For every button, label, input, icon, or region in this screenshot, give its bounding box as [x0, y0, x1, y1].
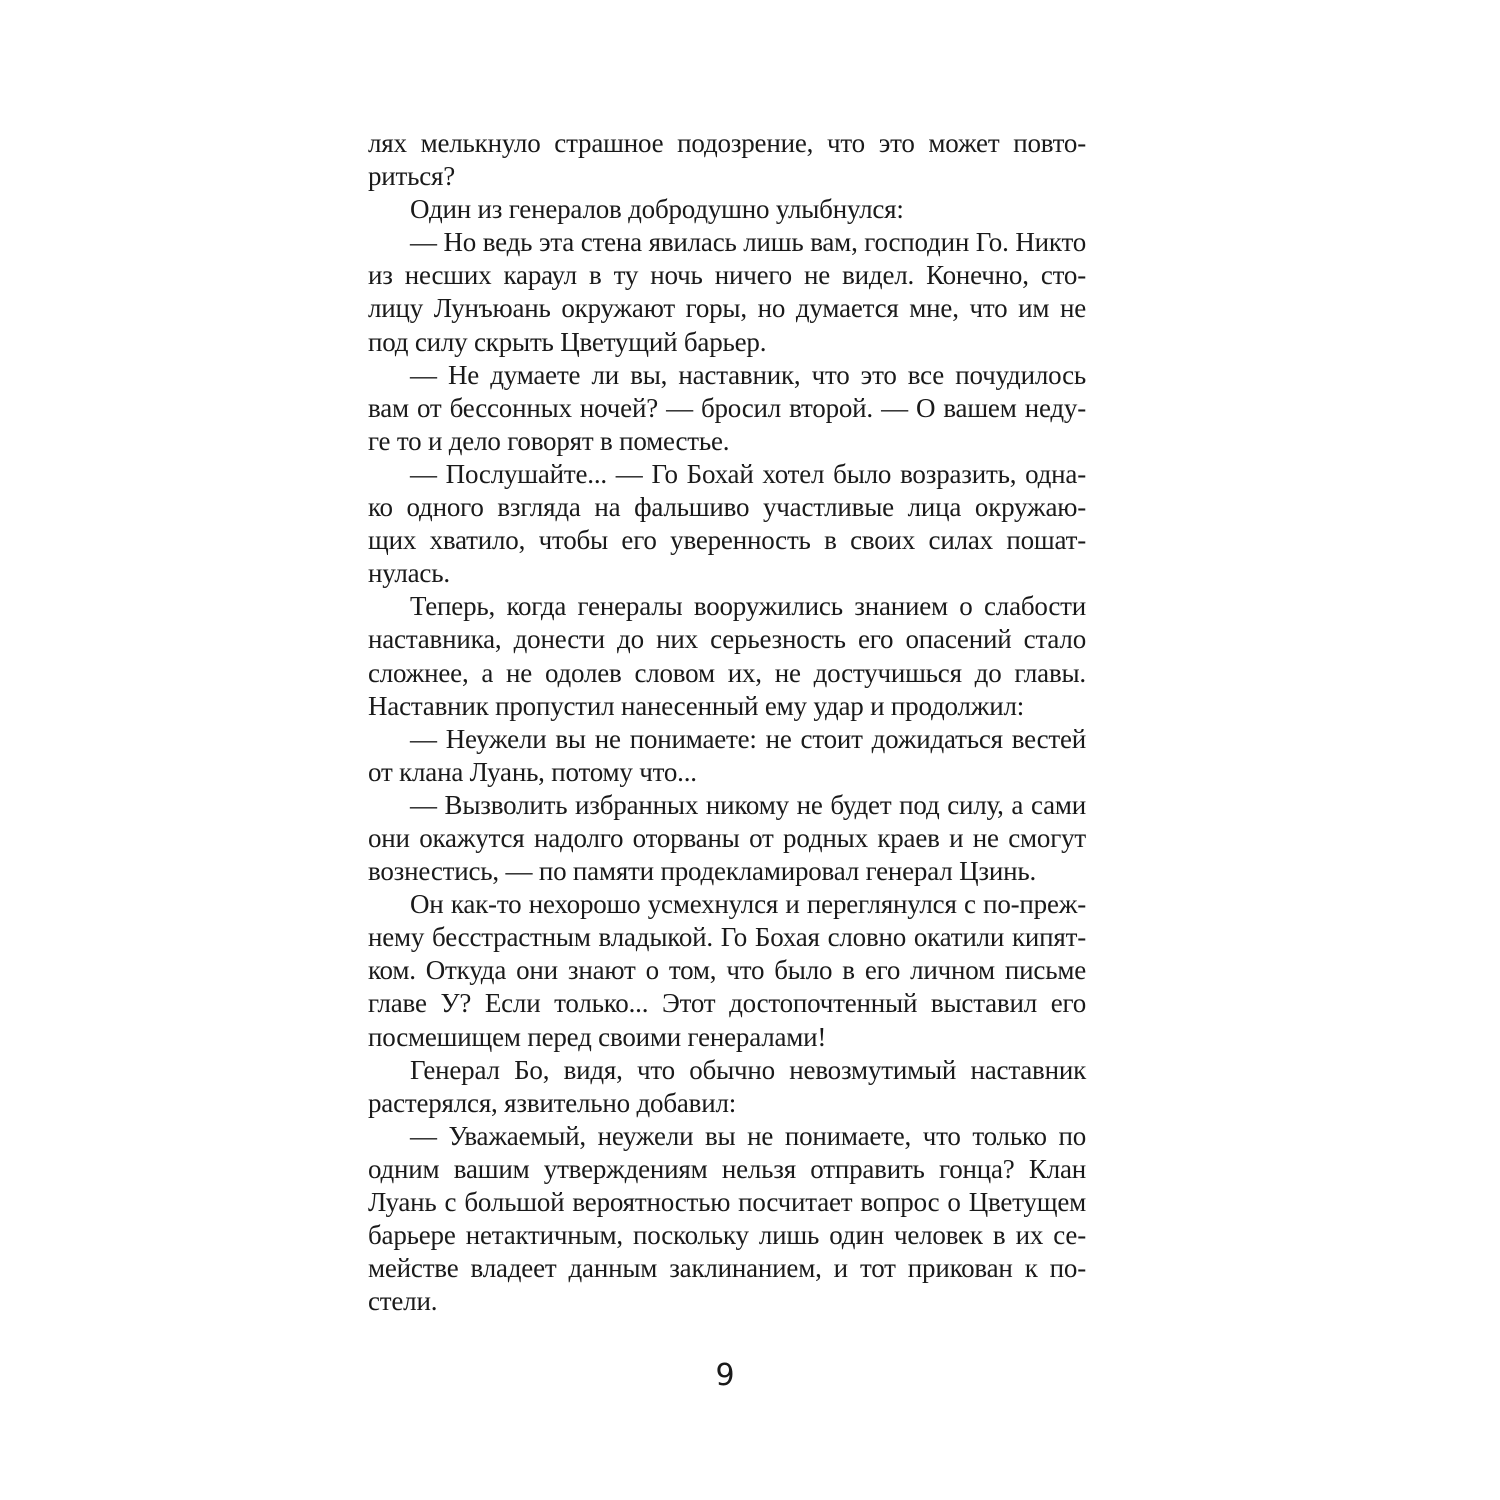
text-line: — Не думаете ли вы, наставник, что это все почудилось — [410, 359, 1086, 390]
text-line: одним вашим утверждениям нельзя отправить гонца? Клан — [368, 1153, 1086, 1184]
text-line: ком. Откуда они знают о том, что было в его личном письме — [368, 955, 1086, 986]
text-line: нему бесстрастным владыкой. Го Бохая словно окатили кипят- — [368, 922, 1086, 953]
text-line: мействе владеет данным заклинанием, и тот прикован к по- — [368, 1253, 1086, 1284]
text-line: под силу скрыть Цветущий барьер. — [368, 326, 767, 357]
page-number: 9 — [715, 1358, 735, 1393]
text-line: наставника, донести до них серьезность его опасений стало — [368, 624, 1086, 655]
text-line: Он как-то нехорошо усмехнулся и переглянулся с по-преж- — [410, 889, 1086, 920]
text-line: Один из генералов добродушно улыбнулся: — [410, 194, 904, 225]
text-line: — Но ведь эта стена явилась лишь вам, господин Го. Никто — [410, 227, 1086, 258]
text-line: главе У? Если только... Этот достопочтенный выставил его — [368, 988, 1086, 1019]
text-line: — Послушайте... — Го Бохай хотел было возразить, одна- — [410, 458, 1086, 489]
text-line: вам от бессонных ночей? — бросил второй. — О вашем неду- — [368, 392, 1086, 423]
text-line: вознестись, — по памяти продекламировал генерал Цзинь. — [368, 856, 1036, 887]
text-line: растерялся, язвительно добавил: — [368, 1087, 737, 1118]
text-line: щих хватило, чтобы его уверенность в своих силах пошат- — [368, 525, 1086, 556]
text-line: они окажутся надолго оторваны от родных краев и не смогут — [368, 822, 1086, 853]
text-line: риться? — [368, 161, 456, 192]
text-line: Генерал Бо, видя, что обычно невозмутимый наставник — [410, 1054, 1086, 1085]
text-line: сложнее, а не одолев словом их, не достучишься до главы. — [368, 657, 1086, 688]
text-line: Луань с большой вероятностью посчитает вопрос о Цветущем — [368, 1187, 1086, 1217]
text-line: лях мелькнуло страшное подозрение, что это может повто- — [368, 128, 1086, 158]
text-line: ге то и дело говорят в поместье. — [368, 425, 730, 456]
text-line: — Уважаемый, неужели вы не понимаете, что только по — [410, 1120, 1086, 1151]
text-line: Теперь, когда генералы вооружились знанием о слабости — [410, 591, 1086, 622]
body-text — [368, 127, 1086, 1318]
text-line: барьере нетактичным, поскольку лишь один человек в их се- — [368, 1220, 1086, 1251]
text-line: посмешищем перед своими генералами! — [368, 1021, 827, 1052]
text-line: от клана Луань, потому что... — [368, 756, 697, 787]
text-line: Наставник пропустил нанесенный ему удар и продолжил: — [368, 690, 1025, 721]
text-line: ко одного взгляда на фальшиво участливые лица окружаю- — [368, 492, 1086, 523]
text-line: нулась. — [368, 558, 450, 589]
text-line: из несших караул в ту ночь ничего не видел. Конечно, сто- — [368, 260, 1086, 291]
text-line: — Вызволить избранных никому не будет под силу, а сами — [410, 789, 1086, 820]
text-line: — Неужели вы не понимаете: не стоит дожидаться вестей — [410, 723, 1086, 754]
text-line: лицу Лунъюань окружают горы, но думается мне, что им не — [368, 293, 1086, 324]
text-line: стели. — [368, 1286, 438, 1317]
